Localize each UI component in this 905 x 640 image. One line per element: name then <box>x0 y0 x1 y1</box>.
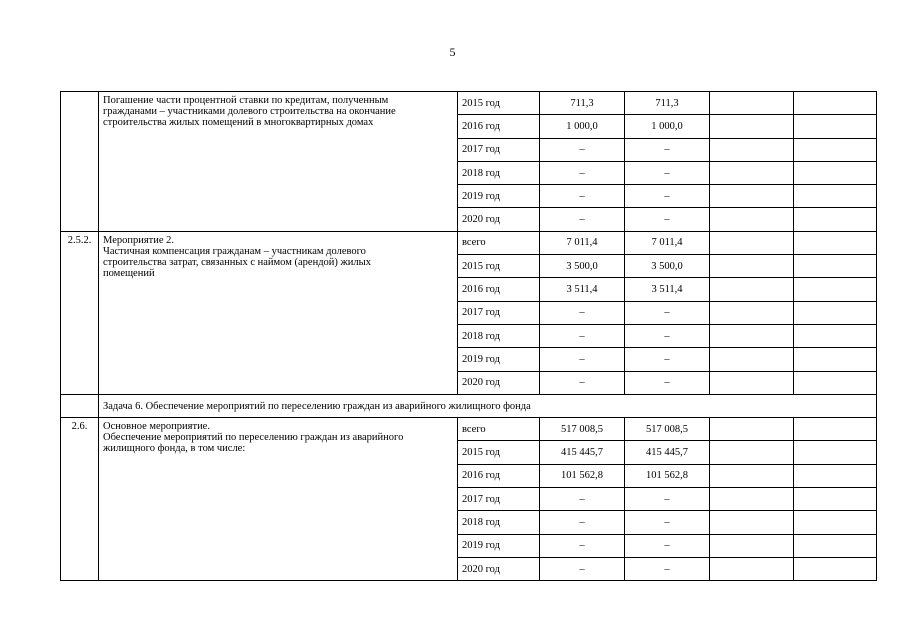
value-cell-1: – <box>540 348 625 371</box>
empty-cell-1 <box>710 348 794 371</box>
empty-cell-2 <box>794 348 877 371</box>
value-cell-1: 711,3 <box>540 92 625 115</box>
value-cell-1: 7 011,4 <box>540 231 625 254</box>
year-cell: 2019 год <box>458 348 540 371</box>
year-cell: 2018 год <box>458 161 540 184</box>
empty-cell-2 <box>794 301 877 324</box>
value-cell-1: – <box>540 557 625 580</box>
empty-cell-1 <box>710 92 794 115</box>
empty-cell-2 <box>794 534 877 557</box>
year-cell: 2015 год <box>458 92 540 115</box>
empty-cell-1 <box>710 441 794 464</box>
value-cell-1: 415 445,7 <box>540 441 625 464</box>
year-cell: 2016 год <box>458 464 540 487</box>
table-row <box>61 418 877 441</box>
value-cell-2: – <box>625 185 710 208</box>
value-cell-1: 517 008,5 <box>540 418 625 441</box>
empty-cell-2 <box>794 488 877 511</box>
year-cell: 2018 год <box>458 511 540 534</box>
empty-cell-1 <box>710 488 794 511</box>
year-cell: всего <box>458 418 540 441</box>
year-cell: 2018 год <box>458 324 540 347</box>
empty-cell-1 <box>710 301 794 324</box>
year-cell: 2016 год <box>458 278 540 301</box>
empty-cell-1 <box>710 324 794 347</box>
year-cell: 2017 год <box>458 488 540 511</box>
task-number-cell <box>61 394 99 417</box>
year-cell: 2020 год <box>458 208 540 231</box>
empty-cell-1 <box>710 534 794 557</box>
task-title: Задача 6. Обеспечение мероприятий по переселению граждан из аварийного жилищного фонда <box>99 394 877 417</box>
year-cell: 2019 год <box>458 534 540 557</box>
item-number: 2.6. <box>61 418 99 581</box>
item-name-line: строительства затрат, связанных с наймом (арендой) жилых <box>103 256 371 268</box>
empty-cell-1 <box>710 115 794 138</box>
value-cell-2: 711,3 <box>625 92 710 115</box>
item-number: 2.5.2. <box>61 231 99 394</box>
empty-cell-2 <box>794 208 877 231</box>
empty-cell-2 <box>794 231 877 254</box>
value-cell-2: – <box>625 324 710 347</box>
value-cell-1: 1 000,0 <box>540 115 625 138</box>
item-name-line: Частичная компенсация гражданам – участникам долевого <box>103 245 366 257</box>
empty-cell-1 <box>710 208 794 231</box>
value-cell-2: 101 562,8 <box>625 464 710 487</box>
item-number <box>61 92 99 232</box>
year-cell: 2015 год <box>458 441 540 464</box>
empty-cell-1 <box>710 511 794 534</box>
item-name-line: жилищного фонда, в том числе: <box>103 443 246 455</box>
empty-cell-2 <box>794 418 877 441</box>
page-number: 5 <box>449 45 456 59</box>
value-cell-2: – <box>625 557 710 580</box>
table-row <box>61 231 877 254</box>
empty-cell-2 <box>794 278 877 301</box>
program-table <box>60 91 877 581</box>
empty-cell-2 <box>794 324 877 347</box>
empty-cell-1 <box>710 161 794 184</box>
value-cell-1: – <box>540 301 625 324</box>
year-cell: 2017 год <box>458 301 540 324</box>
value-cell-1: – <box>540 185 625 208</box>
empty-cell-1 <box>710 278 794 301</box>
empty-cell-2 <box>794 371 877 394</box>
item-name-line: строительства жилых помещений в многоквартирных домах <box>103 117 374 128</box>
year-cell: 2020 год <box>458 557 540 580</box>
value-cell-1: – <box>540 534 625 557</box>
year-cell: 2017 год <box>458 138 540 161</box>
empty-cell-1 <box>710 418 794 441</box>
value-cell-2: 3 500,0 <box>625 255 710 278</box>
value-cell-1: – <box>540 208 625 231</box>
value-cell-2: 517 008,5 <box>625 418 710 441</box>
value-cell-2: 7 011,4 <box>625 231 710 254</box>
item-name-line: Погашение части процентной ставки по кредитам, полученным <box>103 95 389 106</box>
item-name-line: Мероприятие 2. <box>103 234 175 246</box>
value-cell-2: 415 445,7 <box>625 441 710 464</box>
year-cell: 2019 год <box>458 185 540 208</box>
value-cell-2: – <box>625 138 710 161</box>
empty-cell-2 <box>794 255 877 278</box>
item-name <box>99 418 458 581</box>
item-name-line: Основное мероприятие. <box>103 421 210 433</box>
empty-cell-1 <box>710 138 794 161</box>
item-name-line: Обеспечение мероприятий по переселению граждан из аварийного <box>103 432 404 444</box>
value-cell-1: 101 562,8 <box>540 464 625 487</box>
table-body <box>61 92 877 581</box>
value-cell-1: – <box>540 488 625 511</box>
empty-cell-1 <box>710 464 794 487</box>
value-cell-2: 3 511,4 <box>625 278 710 301</box>
value-cell-2: – <box>625 371 710 394</box>
value-cell-2: – <box>625 488 710 511</box>
empty-cell-2 <box>794 557 877 580</box>
empty-cell-2 <box>794 115 877 138</box>
year-cell: 2016 год <box>458 115 540 138</box>
value-cell-1: 3 511,4 <box>540 278 625 301</box>
item-name-line: помещений <box>103 267 155 279</box>
value-cell-2: – <box>625 511 710 534</box>
item-name <box>99 231 458 394</box>
value-cell-1: – <box>540 324 625 347</box>
item-name <box>99 92 458 232</box>
value-cell-2: – <box>625 534 710 557</box>
value-cell-2: 1 000,0 <box>625 115 710 138</box>
empty-cell-2 <box>794 185 877 208</box>
table-row <box>61 92 877 115</box>
value-cell-2: – <box>625 161 710 184</box>
item-name-line: гражданами – участниками долевого строительства на окончание <box>103 106 396 117</box>
value-cell-2: – <box>625 301 710 324</box>
value-cell-1: 3 500,0 <box>540 255 625 278</box>
empty-cell-1 <box>710 371 794 394</box>
value-cell-1: – <box>540 371 625 394</box>
empty-cell-2 <box>794 464 877 487</box>
empty-cell-2 <box>794 161 877 184</box>
empty-cell-1 <box>710 185 794 208</box>
year-cell: всего <box>458 231 540 254</box>
year-cell: 2020 год <box>458 371 540 394</box>
year-cell: 2015 год <box>458 255 540 278</box>
value-cell-1: – <box>540 161 625 184</box>
value-cell-1: – <box>540 138 625 161</box>
empty-cell-2 <box>794 441 877 464</box>
empty-cell-1 <box>710 557 794 580</box>
empty-cell-2 <box>794 92 877 115</box>
value-cell-2: – <box>625 348 710 371</box>
task-row <box>61 394 877 417</box>
empty-cell-2 <box>794 138 877 161</box>
value-cell-1: – <box>540 511 625 534</box>
empty-cell-2 <box>794 511 877 534</box>
value-cell-2: – <box>625 208 710 231</box>
empty-cell-1 <box>710 231 794 254</box>
empty-cell-1 <box>710 255 794 278</box>
